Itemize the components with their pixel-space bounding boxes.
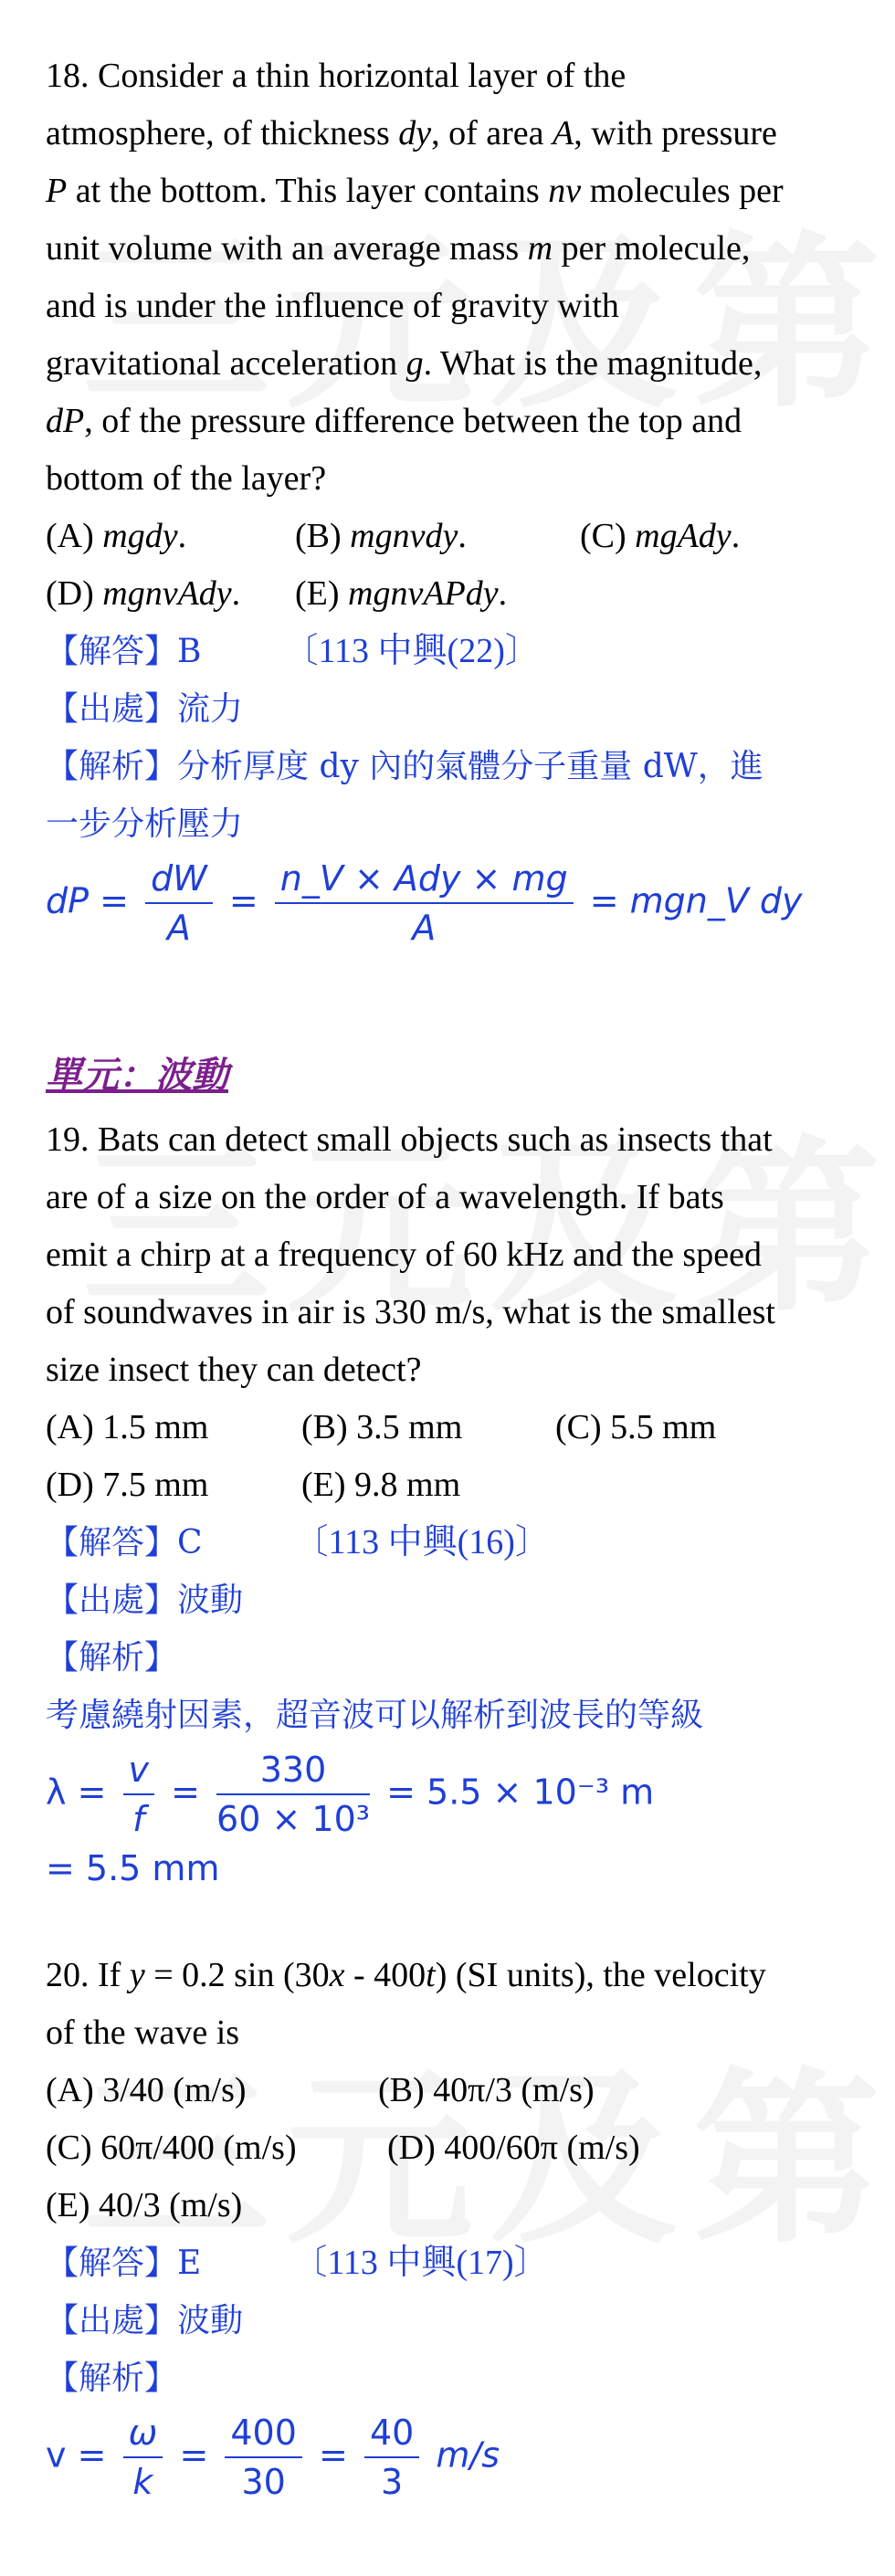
question-line: gravitational acceleration g. What is the magnitude, xyxy=(46,344,763,383)
numerator: n_V × Ady × mg xyxy=(275,858,574,904)
equals: = xyxy=(319,2434,348,2476)
option-c: (C) 60π/400 (m/s) xyxy=(46,2129,297,2167)
question-text xyxy=(46,1111,858,1399)
option-d: (D) mgnvAdy. xyxy=(46,574,241,613)
source-reference: 〔113 中興(22)〕 xyxy=(283,632,540,670)
question-line: bottom of the layer? xyxy=(46,459,327,498)
option-d: (D) 400/60π (m/s) xyxy=(387,2129,640,2167)
option-e: (E) 9.8 mm xyxy=(301,1466,461,1504)
formula-rhs: = mgn_V dy xyxy=(589,880,803,921)
formula-lhs: λ = xyxy=(46,1772,107,1813)
analysis-label: 【解析】 xyxy=(46,1639,178,1677)
fraction xyxy=(225,2413,302,2502)
question-line: of the wave is xyxy=(46,2013,240,2052)
question-20 xyxy=(46,1947,858,2502)
formula xyxy=(46,858,858,948)
question-line: unit volume with an average mass m per molecule, xyxy=(46,229,751,268)
analysis-line: 【解析】分析厚度 dy 內的氣體分子重量 dW，進 xyxy=(46,748,763,785)
answer: 【解答】E xyxy=(46,2245,202,2282)
question-19 xyxy=(46,1111,858,1888)
formula-line-2: = 5.5 mm xyxy=(46,1848,220,1888)
numerator: ω xyxy=(123,2413,163,2458)
fraction xyxy=(123,2413,163,2502)
formula-rhs: m/s xyxy=(436,2434,500,2476)
question-line: dP, of the pressure difference between the top and xyxy=(46,402,742,440)
denominator: f xyxy=(132,1799,145,1839)
options-row xyxy=(46,1399,858,1456)
question-18 xyxy=(46,47,858,948)
origin: 【出處】波動 xyxy=(46,1582,244,1619)
option-a: (A) mgdy. xyxy=(46,517,187,555)
option-b: (B) 40π/3 (m/s) xyxy=(378,2071,595,2109)
formula xyxy=(46,2413,858,2502)
options-row xyxy=(46,508,858,565)
question-line: 18. Consider a thin horizontal layer of the xyxy=(46,57,626,95)
numerator: dW xyxy=(145,858,213,904)
option-d: (D) 7.5 mm xyxy=(46,1466,209,1504)
question-line: of soundwaves in air is 330 m/s, what is the smallest xyxy=(46,1293,775,1331)
question-line: 19. Bats can detect small objects such as insects that xyxy=(46,1120,773,1159)
numerator: 40 xyxy=(364,2413,419,2458)
answer-line xyxy=(46,623,858,680)
fraction xyxy=(123,1750,155,1839)
question-line: atmosphere, of thickness dy, of area A, with pressure xyxy=(46,114,777,152)
answer: 【解答】B xyxy=(46,633,202,670)
numerator: v xyxy=(123,1750,155,1795)
analysis-line: 考慮繞射因素，超音波可以解析到波長的等級 xyxy=(46,1697,704,1734)
analysis-line: 一步分析壓力 xyxy=(46,805,244,843)
denominator: A xyxy=(412,908,437,948)
question-line: are of a size on the order of a wavelength. If bats xyxy=(46,1178,724,1216)
options-row xyxy=(46,1456,858,1514)
denominator: A xyxy=(166,908,191,948)
formula-lhs: v = xyxy=(46,2434,107,2476)
denominator: 30 xyxy=(241,2462,286,2502)
origin: 【出處】波動 xyxy=(46,2302,244,2339)
unit-title: 單元：波動 xyxy=(46,1054,228,1097)
fraction xyxy=(145,858,213,948)
formula xyxy=(46,1750,858,1839)
options-row xyxy=(46,2177,858,2234)
equals: = xyxy=(228,880,258,921)
option-c: (C) mgAdy. xyxy=(580,517,741,555)
equals: = xyxy=(179,2434,209,2476)
options-row xyxy=(46,2119,858,2177)
question-line: emit a chirp at a frequency of 60 kHz and the speed xyxy=(46,1235,762,1274)
options-row xyxy=(46,565,858,623)
question-line: size insect they can detect? xyxy=(46,1351,422,1389)
option-c: (C) 5.5 mm xyxy=(555,1408,717,1446)
option-a: (A) 1.5 mm xyxy=(46,1408,209,1446)
question-line: P at the bottom. This layer contains nv molecules per xyxy=(46,172,784,210)
option-e: (E) 40/3 (m/s) xyxy=(46,2186,243,2224)
formula-rhs: = 5.5 × 10⁻³ m xyxy=(386,1772,655,1813)
answer-line xyxy=(46,1514,858,1572)
question-line: and is under the influence of gravity with xyxy=(46,287,619,325)
fraction xyxy=(275,858,574,948)
denominator: 60 × 10³ xyxy=(216,1799,370,1839)
document-page xyxy=(46,47,858,2502)
option-b: (B) 3.5 mm xyxy=(301,1408,463,1446)
formula-lhs: dP = xyxy=(46,880,129,921)
option-a: (A) 3/40 (m/s) xyxy=(46,2071,247,2109)
numerator: 330 xyxy=(216,1750,370,1795)
denominator: k xyxy=(132,2462,153,2502)
question-line: 20. If y = 0.2 sin (30x - 400t) (SI units), the velocity xyxy=(46,1956,766,1994)
source-reference: 〔113 中興(16)〕 xyxy=(293,1523,550,1561)
options-row xyxy=(46,2062,858,2119)
numerator: 400 xyxy=(225,2413,302,2458)
denominator: 3 xyxy=(381,2462,404,2502)
answer-line xyxy=(46,2234,858,2292)
answer: 【解答】C xyxy=(46,1524,203,1561)
fraction xyxy=(364,2413,419,2502)
analysis-label: 【解析】 xyxy=(46,2360,178,2397)
question-text xyxy=(46,1947,858,2062)
option-b: (B) mgnvdy. xyxy=(295,517,467,555)
fraction xyxy=(216,1750,370,1839)
equals: = xyxy=(171,1772,200,1813)
question-text xyxy=(46,47,858,508)
origin: 【出處】流力 xyxy=(46,690,244,728)
source-reference: 〔113 中興(17)〕 xyxy=(292,2244,549,2282)
option-e: (E) mgnvAPdy. xyxy=(295,574,508,613)
